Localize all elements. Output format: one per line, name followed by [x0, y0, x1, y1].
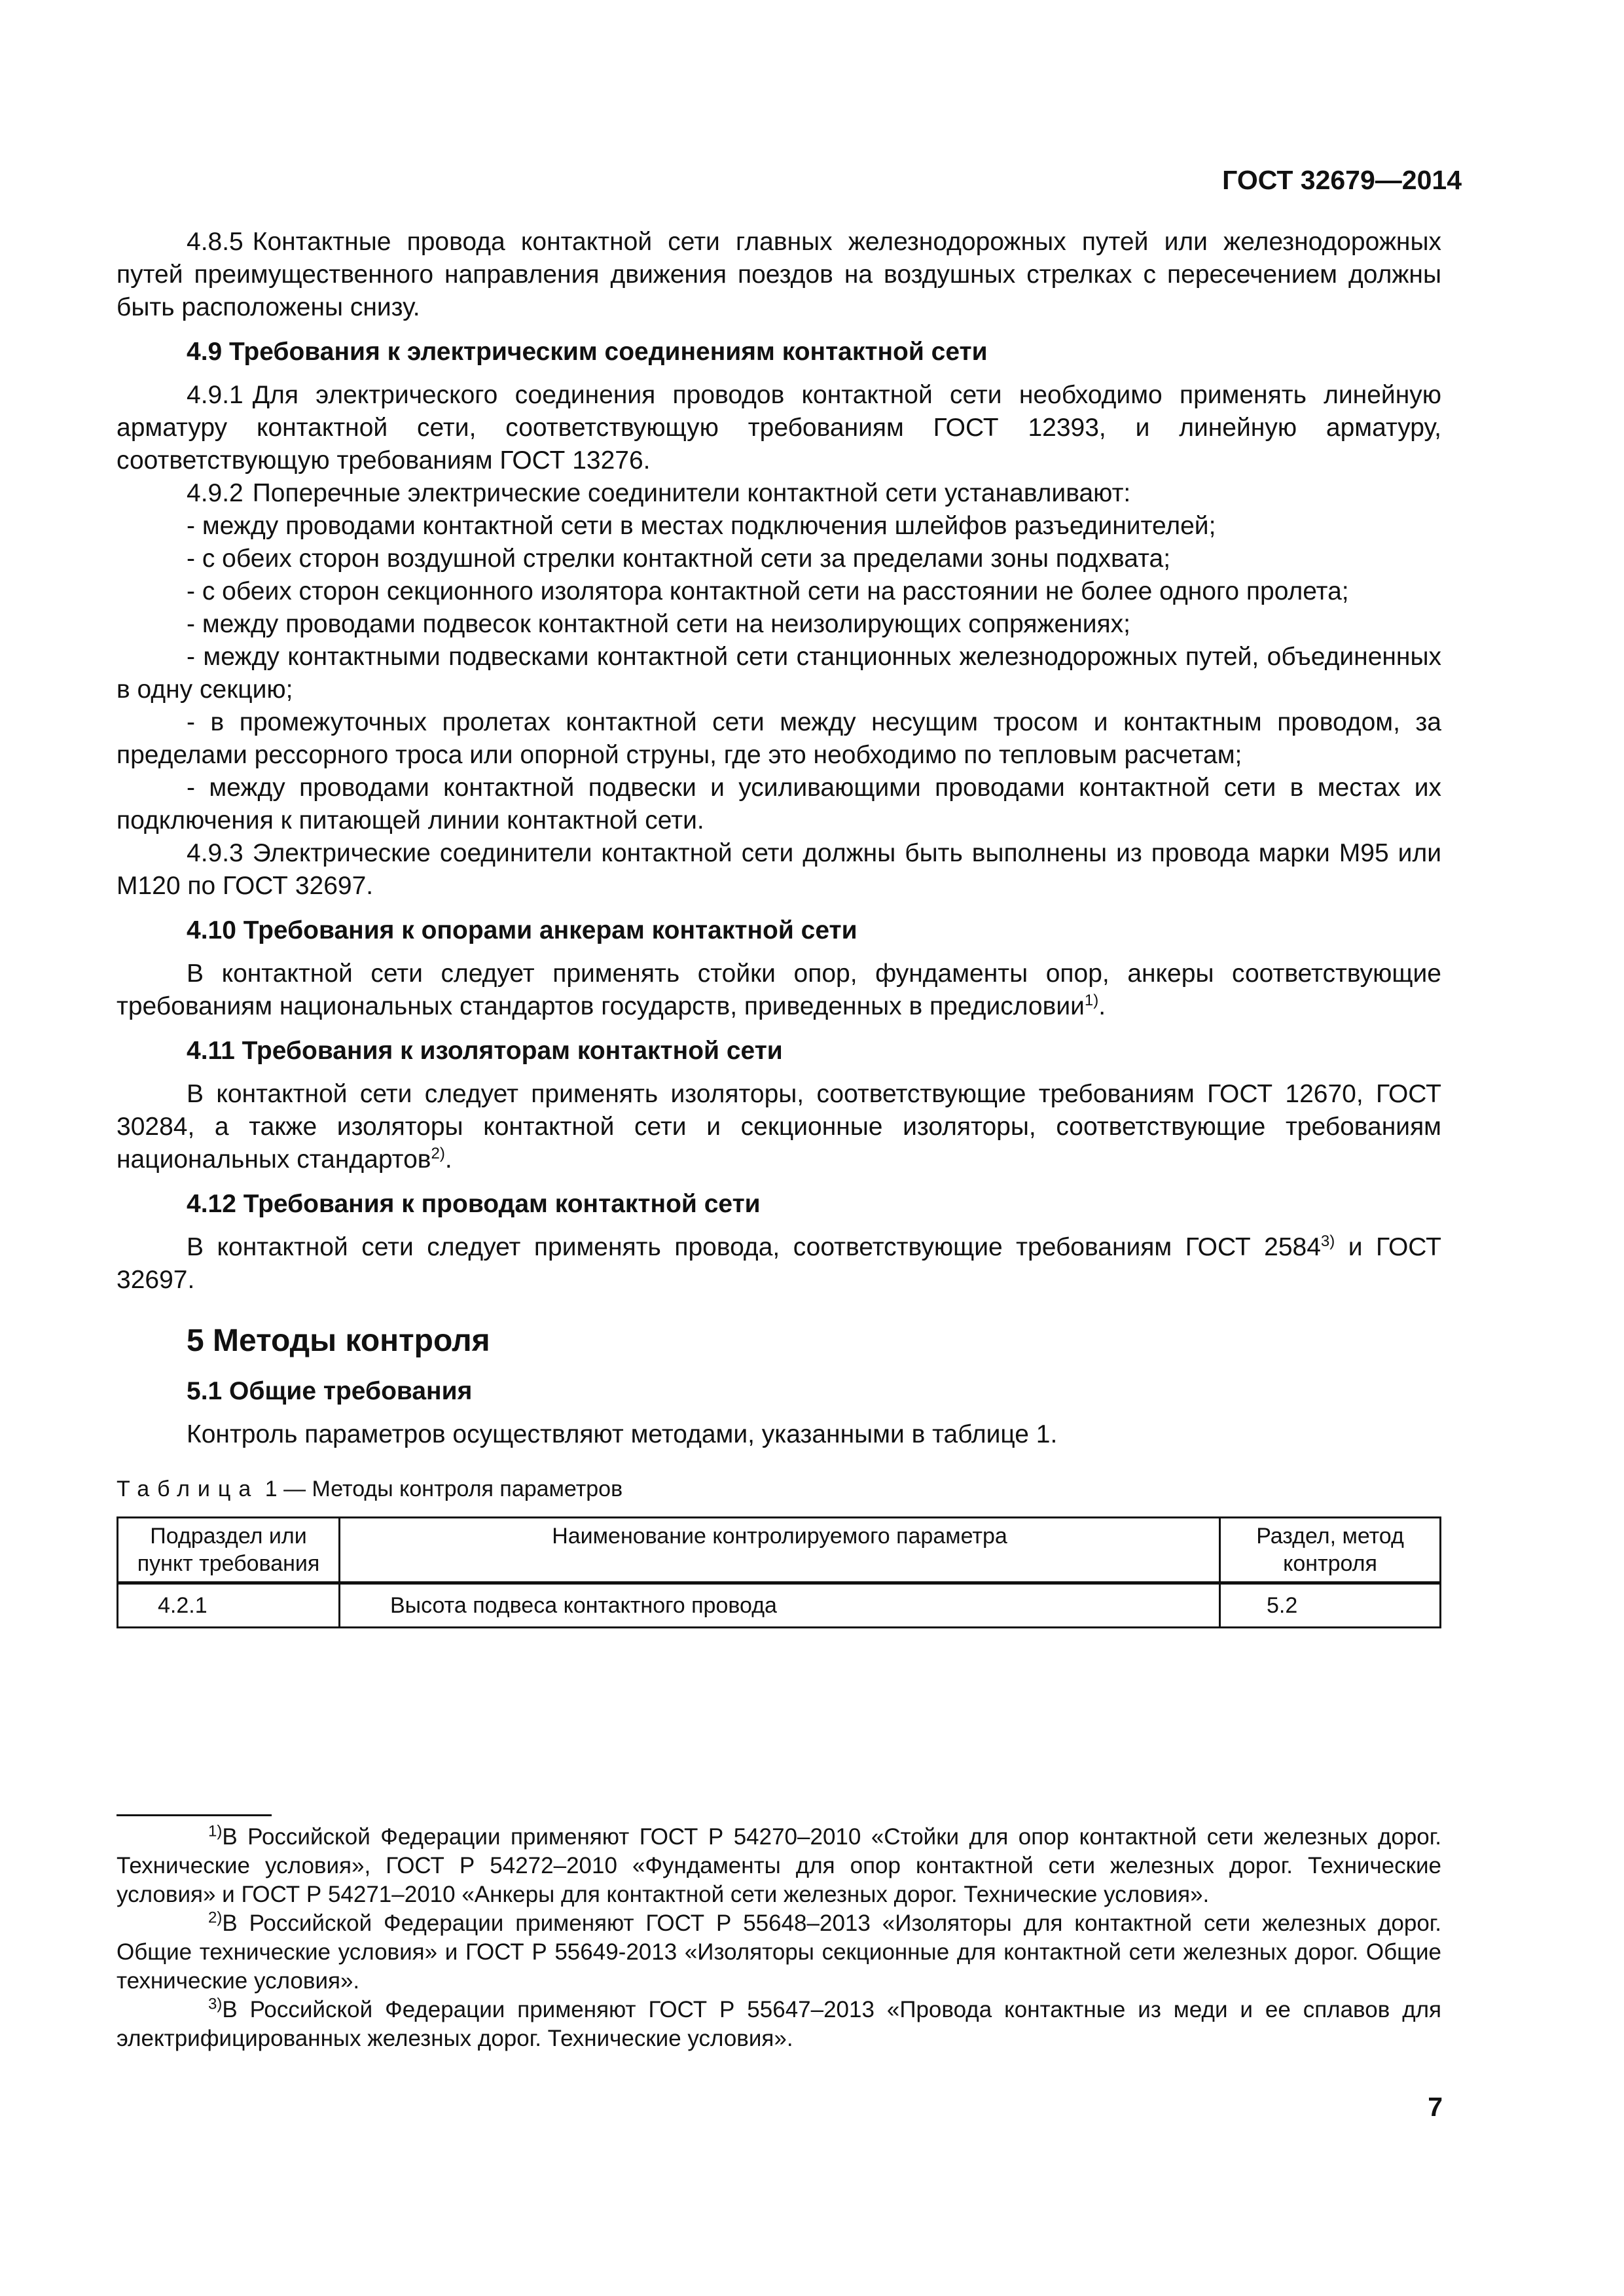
table-cell: Высота подвеса контактного провода — [340, 1583, 1220, 1628]
paragraph-4-10 — [117, 958, 1441, 1023]
footnote-ref[interactable]: 2) — [431, 1145, 445, 1162]
list-item: - между контактными подвесками контактной сети станционных железнодорожных путей, объединенных в одну секцию; — [117, 643, 1441, 704]
heading-5-1: 5.1 Общие требования — [187, 1377, 473, 1405]
clause-number: 4.9.2 — [187, 479, 244, 507]
table-row — [118, 1583, 1441, 1628]
footnote — [117, 1823, 1441, 1909]
heading-4-12: 4.12 Требования к проводам контактной сети — [187, 1190, 761, 1218]
paragraph-4-9-3 — [117, 837, 1441, 903]
footnote-text: В Российской Федерации применяют ГОСТ Р 55648–2013 «Изоляторы для контактной сети железных дорог. Общие технические условия» и ГОСТ Р 55649-2013 «Изоляторы секционные для контактной сети железных дорог. Общие технические условия». — [117, 1910, 1441, 1994]
methods-table — [117, 1516, 1441, 1628]
column-header: Раздел, метод контроля — [1220, 1518, 1441, 1583]
heading-4-10: 4.10 Требования к опорами анкерам контактной сети — [187, 916, 857, 944]
table-cell: 4.2.1 — [118, 1583, 340, 1628]
clause-tail: и ГОСТ 32697. — [117, 1233, 1441, 1294]
footnote-mark: 2) — [208, 1909, 223, 1927]
heading-4-11: 4.11 Требования к изоляторам контактной сети — [187, 1037, 783, 1065]
paragraph-4-8-5 — [117, 226, 1441, 324]
list-item: - между проводами контактной сети в местах подключения шлейфов разъединителей; — [187, 512, 1216, 540]
footnote-separator — [117, 1814, 272, 1816]
table-caption-label: Таблица — [117, 1477, 259, 1501]
list-item: - между проводами подвесок контактной сети на неизолирующих сопряжениях; — [187, 610, 1130, 638]
clause-text: Электрические соединители контактной сети должны быть выполнены из провода марки М95 или М120 по ГОСТ 32697. — [117, 839, 1441, 900]
paragraph-5-1: Контроль параметров осуществляют методами, указанными в таблице 1. — [187, 1420, 1058, 1448]
clause-number: 4.9.1 — [187, 381, 244, 409]
clause-number: 4.9.3 — [187, 839, 244, 867]
paragraph-4-11 — [117, 1078, 1441, 1176]
footnote-ref[interactable]: 3) — [1320, 1232, 1335, 1250]
list-item: - в промежуточных пролетах контактной сети между несущим тросом и контактным проводом, за пределами рессорного троса или опорной струны, где это необходимо по тепловым расчетам; — [117, 708, 1441, 769]
paragraph-4-9-2 — [117, 477, 1441, 510]
clause-tail: . — [1098, 992, 1106, 1020]
table-caption-title: 1 — Методы контроля параметров — [259, 1477, 623, 1501]
list-item: - с обеих сторон секционного изолятора контактной сети на расстоянии не более одного пролета; — [187, 577, 1349, 605]
paragraph-4-12 — [117, 1231, 1441, 1297]
table-header-row — [118, 1518, 1441, 1583]
column-header: Наименование контролируемого параметра — [340, 1518, 1220, 1583]
list-item: - между проводами контактной подвески и усиливающими проводами контактной сети в местах их подключения к питающей линии контактной сети. — [117, 774, 1441, 834]
heading-5: 5 Методы контроля — [187, 1323, 490, 1358]
clause-text: Поперечные электрические соединители контактной сети устанавливают: — [252, 479, 1131, 507]
table-cell: 5.2 — [1220, 1583, 1441, 1628]
list-item: - с обеих сторон воздушной стрелки контактной сети за пределами зоны подхвата; — [187, 545, 1171, 573]
footnote — [117, 1996, 1441, 2053]
document-header: ГОСТ 32679—2014 — [1222, 165, 1462, 195]
clause-text: Для электрического соединения проводов контактной сети необходимо применять линейную арматуру контактной сети, соответствующую требованиям ГОСТ 12393, и линейную арматуру, соответствующую требованиям ГОСТ 13276. — [117, 381, 1441, 475]
clause-text: Контактные провода контактной сети главных железнодорожных путей или железнодорожных путей преимущественного направления движения поездов на воздушных стрелках с пересечением должны быть расположены снизу. — [117, 228, 1441, 321]
page-number: 7 — [1428, 2092, 1443, 2122]
document-body — [117, 226, 1441, 1628]
clause-text: В контактной сети следует применять стойки опор, фундаменты опор, анкеры соответствующие требованиям национальных стандартов государств, приведенных в предисловии — [117, 960, 1441, 1020]
footnote-text: В Российской Федерации применяют ГОСТ Р 55647–2013 «Провода контактные из меди и ее сплавов для электрифицированных железных дорог. Технические условия». — [117, 1997, 1441, 2051]
footnotes — [117, 1823, 1441, 2053]
footnote-mark: 3) — [208, 1995, 223, 2013]
column-header: Подраздел или пункт требования — [118, 1518, 340, 1583]
clause-tail: . — [444, 1145, 452, 1174]
paragraph-4-9-1 — [117, 379, 1441, 477]
clause-number: 4.8.5 — [187, 228, 244, 256]
footnote — [117, 1909, 1441, 1996]
heading-4-9: 4.9 Требования к электрическим соединениям контактной сети — [187, 338, 988, 366]
footnote-text: В Российской Федерации применяют ГОСТ Р 54270–2010 «Стойки для опор контактной сети железных дорог. Технические условия», ГОСТ Р 54272–2010 «Фундаменты для опор контактной сети железных дорог. Технические условия» и ГОСТ Р 54271–2010 «Анкеры для контактной сети железных дорог. Технические условия». — [117, 1824, 1441, 1907]
clause-text: В контактной сети следует применять изоляторы, соответствующие требованиям ГОСТ 12670, ГОСТ 30284, а также изоляторы контактной сети и секционные изоляторы, соответствующие требованиям национальных стандартов — [117, 1080, 1441, 1174]
footnote-mark: 1) — [208, 1822, 223, 1840]
table-caption — [117, 1475, 1441, 1503]
clause-text: В контактной сети следует применять провода, соответствующие требованиям ГОСТ 2584 — [187, 1233, 1321, 1261]
footnote-ref[interactable]: 1) — [1084, 992, 1099, 1009]
